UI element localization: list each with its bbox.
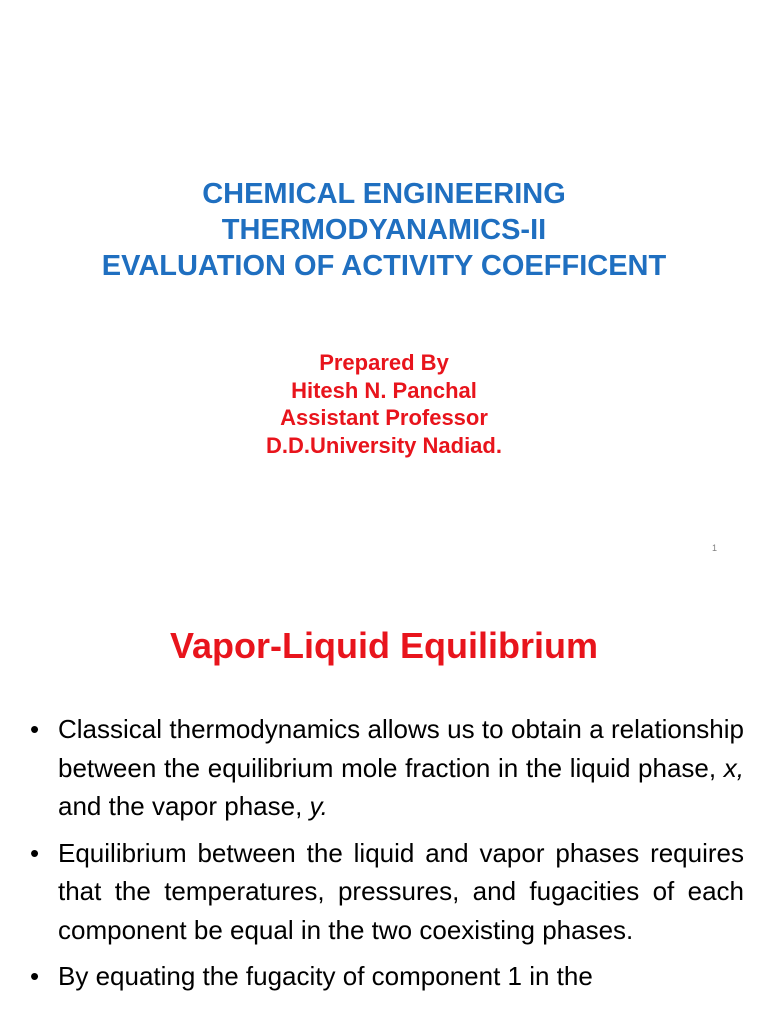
author-name: Hitesh N. Panchal bbox=[291, 377, 477, 403]
author-position: Assistant Professor bbox=[280, 405, 488, 430]
bullet-icon: • bbox=[30, 837, 40, 868]
bullet-list bbox=[30, 710, 744, 1004]
author-info bbox=[0, 349, 768, 459]
presentation-title bbox=[0, 176, 768, 284]
prepared-by-label: Prepared By bbox=[319, 350, 449, 375]
bullet-icon: • bbox=[30, 961, 40, 991]
bullet-icon: • bbox=[30, 714, 40, 744]
bullet-text: By equating the fugacity of component 1 in the bbox=[58, 961, 593, 991]
slide-page-number: 1 bbox=[712, 543, 718, 553]
author-institution: D.D.University Nadiad. bbox=[266, 432, 502, 458]
title-line-2: THERMODYANAMICS-II bbox=[221, 214, 547, 246]
slide-title: Vapor-Liquid Equilibrium bbox=[170, 625, 598, 666]
title-line-3: EVALUATION OF ACTIVITY COEFFICENT bbox=[101, 250, 667, 282]
bullet-text bbox=[58, 710, 744, 826]
bullet-item-2 bbox=[30, 834, 744, 950]
bullet-item-3 bbox=[30, 957, 744, 996]
bullet-1-text-start: Classical thermodynamics allows us to obtain a relationship between the equilibrium mole fraction in the liquid phase, bbox=[58, 714, 744, 783]
bullet-item-1 bbox=[30, 710, 744, 826]
bullet-1-text-mid: and the vapor phase, bbox=[58, 791, 310, 821]
slide-2 bbox=[0, 572, 768, 1024]
variable-x: x, bbox=[723, 752, 744, 783]
variable-y: y. bbox=[309, 791, 328, 821]
title-line-1: CHEMICAL ENGINEERING bbox=[202, 178, 566, 210]
bullet-text: Equilibrium between the liquid and vapor phases requires that the temperatures, pressures, and fugacities of each component be equal in the two coexisting phases. bbox=[58, 837, 744, 945]
